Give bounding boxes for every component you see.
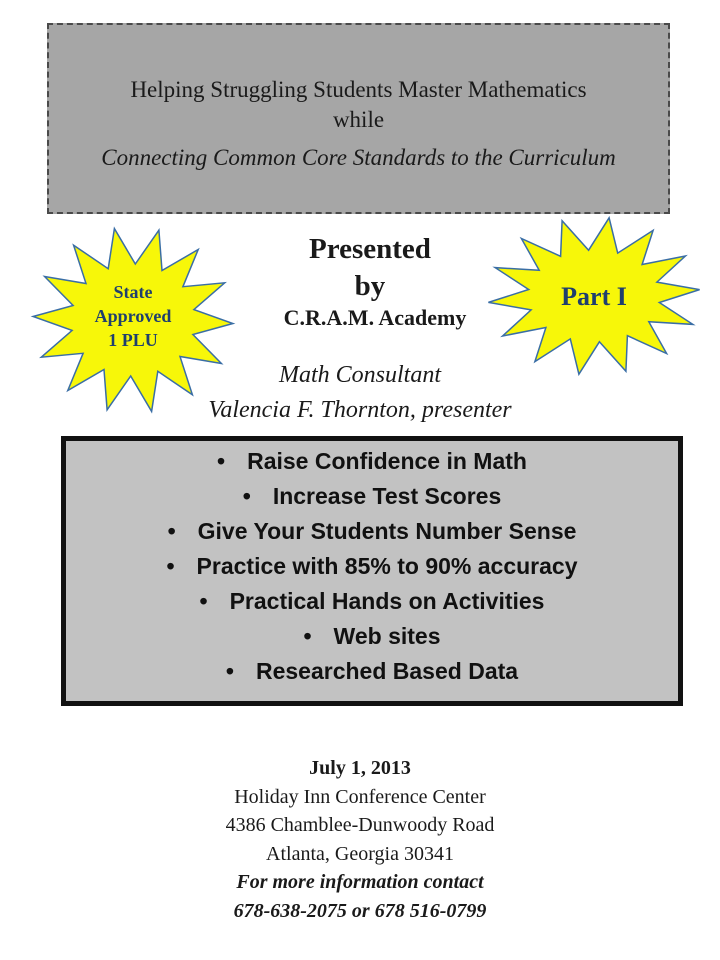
badge-left-line-1: State — [113, 282, 153, 302]
list-item — [66, 479, 678, 514]
title-main: Helping Struggling Students Master Mathematics — [130, 77, 587, 102]
subtitle: Connecting Common Core Standards to the Curriculum — [101, 145, 616, 170]
list-item — [66, 444, 678, 479]
bullet-icon: • — [303, 623, 312, 649]
benefits-box — [61, 436, 683, 706]
event-date: July 1, 2013 — [309, 757, 411, 779]
event-city: Atlanta, Georgia 30341 — [266, 843, 454, 865]
bullet-icon: • — [217, 448, 226, 474]
badge-left-line-2: Approved — [94, 306, 172, 326]
presenter-role: Math Consultant — [278, 362, 441, 388]
bullet-text: Web sites — [333, 623, 441, 649]
presented-label: Presented — [309, 233, 431, 265]
bullet-icon: • — [166, 553, 175, 579]
presenter-name: Valencia F. Thornton, presenter — [208, 397, 512, 423]
bullet-icon: • — [167, 518, 176, 544]
bullet-icon: • — [199, 588, 208, 614]
event-street: 4386 Chamblee-Dunwoody Road — [225, 814, 495, 836]
contact-label: For more information contact — [236, 871, 484, 893]
bullet-text: Researched Based Data — [255, 658, 519, 684]
badge-left-line-3: 1 PLU — [108, 330, 158, 350]
by-label: by — [354, 270, 386, 302]
event-venue: Holiday Inn Conference Center — [234, 786, 486, 808]
bullet-icon: • — [225, 658, 234, 684]
bullet-text: Raise Confidence in Math — [247, 448, 527, 474]
contact-phones: 678-638-2075 or 678 516-0799 — [233, 900, 487, 922]
title-connector: while — [332, 107, 385, 132]
list-item — [66, 514, 678, 549]
benefits-list — [66, 444, 678, 689]
bullet-icon: • — [242, 483, 251, 509]
part-badge — [485, 215, 703, 377]
list-item — [66, 654, 678, 689]
list-item — [66, 619, 678, 654]
part-label: Part I — [561, 282, 627, 311]
bullet-text: Give Your Students Number Sense — [197, 518, 577, 544]
badge-left-text — [70, 280, 196, 352]
title-line-1 — [49, 75, 668, 135]
list-item — [66, 549, 678, 584]
title-banner — [47, 23, 670, 214]
bullet-text: Increase Test Scores — [272, 483, 502, 509]
bullet-text: Practice with 85% to 90% accuracy — [196, 553, 578, 579]
organization-name: C.R.A.M. Academy — [283, 305, 467, 330]
bullet-text: Practical Hands on Activities — [229, 588, 545, 614]
list-item — [66, 584, 678, 619]
